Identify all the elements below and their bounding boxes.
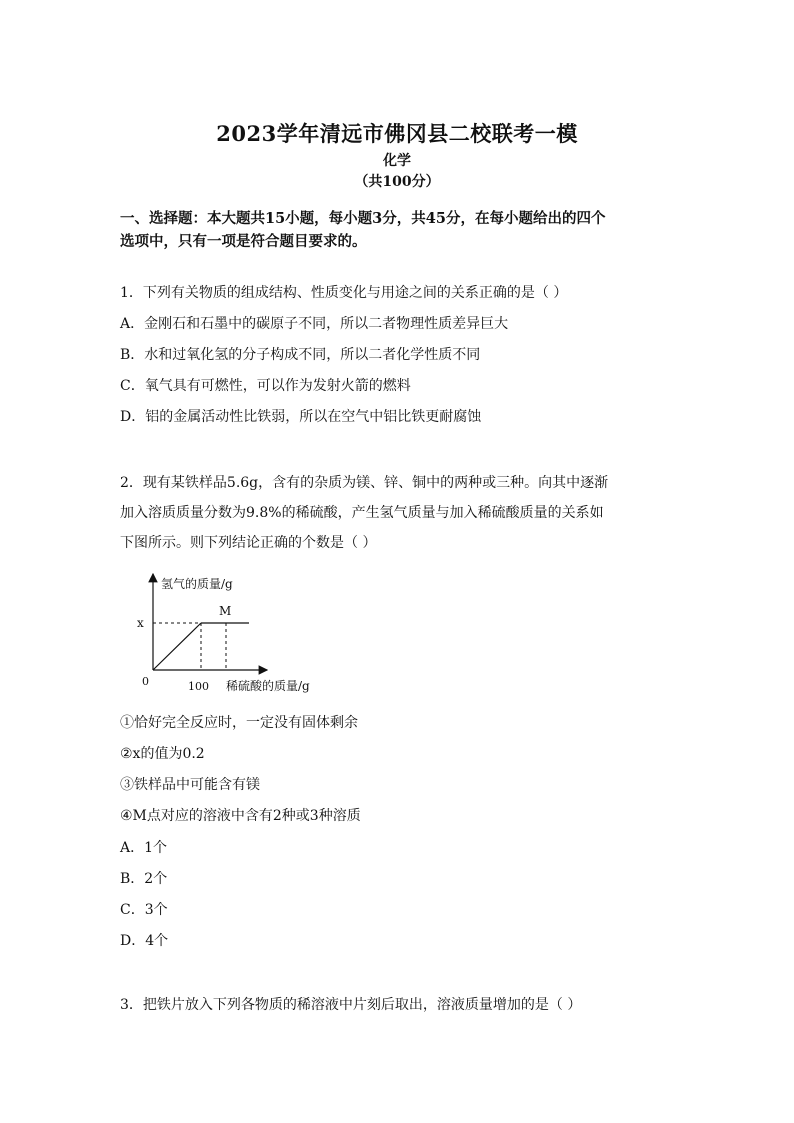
- q2-stem-line-2: 加入溶质质量分数为9.8%的稀硫酸，产生氢气质量与加入稀硫酸质量的关系如: [120, 505, 604, 521]
- x-tick-100-label: 100: [188, 680, 209, 693]
- q1-option-d: D．铝的金属活动性比铁弱，所以在空气中铝比铁更耐腐蚀: [120, 409, 482, 425]
- q2-statement-1: ①恰好完全反应时，一定没有固体剩余: [120, 715, 358, 731]
- q2-statement-2: ②x的值为0.2: [120, 746, 205, 762]
- q2-statement-4: ④M点对应的溶液中含有2种或3种溶质: [120, 808, 361, 824]
- q2-stem-line-3: 下图所示。则下列结论正确的个数是（ ）: [120, 535, 377, 551]
- q3-stem: 3．把铁片放入下列各物质的稀溶液中片刻后取出，溶液质量增加的是（ ）: [120, 997, 582, 1013]
- q2-option-b: B．2个: [120, 871, 168, 887]
- q2-statement-3: ③铁样品中可能含有镁: [120, 777, 260, 793]
- origin-label: 0: [142, 675, 149, 688]
- point-m-label: M: [219, 604, 232, 618]
- exam-subject: 化学: [383, 153, 411, 169]
- q1-stem: 1．下列有关物质的组成结构、性质变化与用途之间的关系正确的是（ ）: [120, 285, 568, 301]
- section-heading-line-1: 一、选择题：本大题共15小题，每小题3分，共45分，在每小题给出的四个: [120, 210, 606, 227]
- section-heading-line-2: 选项中，只有一项是符合题目要求的。: [120, 233, 367, 250]
- y-axis-label: 氢气的质量/g: [161, 577, 233, 591]
- q1-option-a: A．金刚石和石墨中的碳原子不同，所以二者物理性质差异巨大: [120, 316, 509, 332]
- q1-option-c: C．氧气具有可燃性，可以作为发射火箭的燃料: [120, 378, 411, 394]
- q1-option-b: B．水和过氧化氢的分子构成不同，所以二者化学性质不同: [120, 347, 481, 363]
- rising-segment: [153, 623, 201, 670]
- exam-title: 2023学年清远市佛冈县二校联考一模: [216, 121, 578, 146]
- q2-stem-line-1: 2．现有某铁样品5.6g，含有的杂质为镁、锌、铜中的两种或三种。向其中逐渐: [120, 475, 609, 491]
- hydrogen-mass-graph: [125, 570, 345, 696]
- q2-option-c: C．3个: [120, 902, 168, 918]
- x-axis-label: 稀硫酸的质量/g: [226, 679, 310, 693]
- exam-total-score: （共100分）: [354, 174, 440, 190]
- q2-option-d: D．4个: [120, 933, 169, 949]
- y-tick-x-label: x: [137, 616, 144, 630]
- q2-option-a: A．1个: [120, 840, 168, 856]
